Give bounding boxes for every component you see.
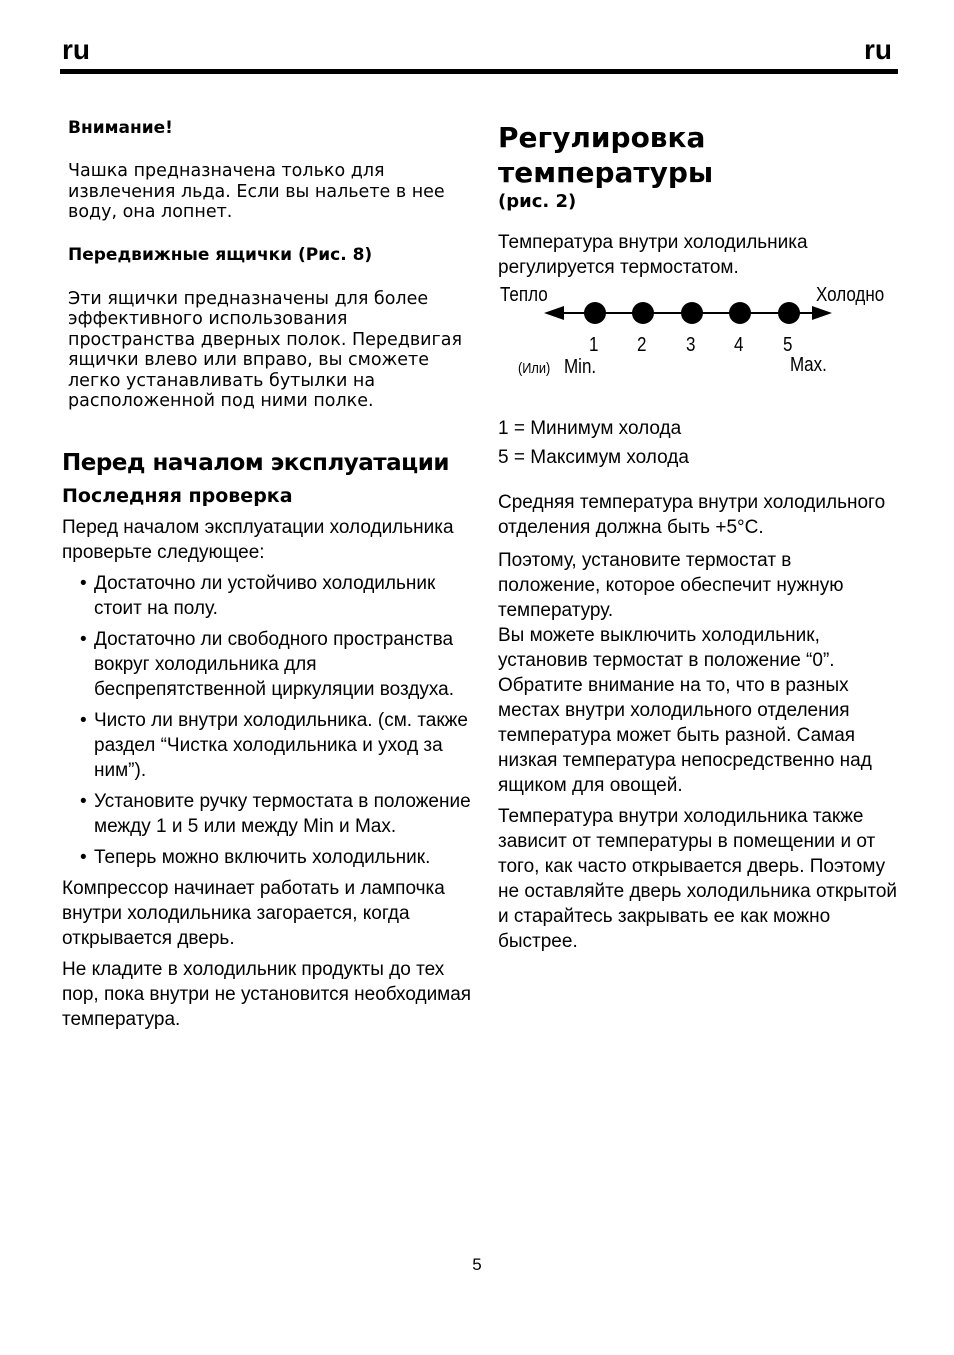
food-paragraph: Не кладите в холодильник продукты до тех пор, пока внутри не установится необходимая температура. — [62, 958, 472, 1030]
position-label-5: 5 — [783, 334, 793, 356]
position-dot-1 — [584, 302, 606, 324]
or-label: (Или) — [518, 360, 551, 377]
section-title: Перед началом эксплуатации — [62, 449, 449, 476]
bullet-icon: • — [80, 709, 87, 731]
drawers-text: Эти ящички предназначены для более эффективного использования пространства дверных полок. Передвигая ящички влево или вправо, вы сможете легко устанавливать бутылки на расположенной под ними полке. — [68, 288, 462, 411]
legend-max: 5 = Максимум холода — [498, 447, 689, 468]
min-label: Min. — [564, 356, 597, 378]
cold-label: Холодно — [816, 284, 885, 306]
bullet-icon: • — [80, 628, 87, 650]
set-thermostat-paragraph: Поэтому, установите термостат в положение, которое обеспечит нужную температуру. — [498, 550, 844, 621]
temperature-title-line1: Регулировка — [498, 121, 706, 154]
checklist-item: • Чисто ли внутри холодильника. (см. также раздел “Чистка холодильника и уход за ним”). — [80, 709, 468, 781]
bullet-icon: • — [80, 790, 87, 812]
position-dot-4 — [729, 302, 751, 324]
position-dot-3 — [681, 302, 703, 324]
bullet-icon: • — [80, 572, 87, 594]
temperature-title-line2: температуры — [498, 156, 714, 189]
thermostat-intro: Температура внутри холодильника регулируется термостатом. — [498, 232, 808, 278]
legend-min: 1 = Минимум холода — [498, 418, 682, 439]
compressor-paragraph: Компрессор начинает работать и лампочка внутри холодильника загорается, когда открывается дверь. — [62, 877, 445, 949]
attention-title: Внимание! — [68, 118, 173, 138]
thermostat-diagram — [498, 284, 898, 414]
average-temp-paragraph: Средняя температура внутри холодильного отделения должна быть +5°C. — [498, 492, 886, 538]
attention-text: Чашка предназначена только для извлечения льда. Если вы нальете в нее воду, она лопнет. — [68, 161, 445, 222]
header-rule — [60, 69, 898, 74]
checklist-item: • Достаточно ли устойчиво холодильник стоит на полу. — [80, 572, 436, 619]
checklist-item: • Достаточно ли свободного пространства вокруг холодильника для беспрепятственной циркуляции воздуха. — [80, 628, 454, 700]
arrow-left-icon — [544, 306, 564, 320]
position-label-1: 1 — [589, 334, 599, 356]
position-dot-2 — [632, 302, 654, 324]
page-number: 5 — [472, 1255, 482, 1274]
warm-label: Тепло — [500, 284, 548, 306]
checklist-item: • Установите ручку термостата в положение между 1 и 5 или между Min и Max. — [80, 790, 471, 837]
room-temp-paragraph: Температура внутри холодильника также зависит от температуры в помещении и от того, как часто открывается дверь. Поэтому не оставляйте дверь холодильника открытой и старайтесь закрывать ее как можно быстрее. — [498, 806, 898, 952]
drawers-title: Передвижные ящички (Рис. 8) — [68, 244, 373, 265]
position-dot-5 — [778, 302, 800, 324]
checklist-item: • Теперь можно включить холодильник. — [80, 846, 431, 868]
figure-reference: (рис. 2) — [498, 191, 577, 212]
legend — [498, 414, 898, 472]
left-column — [62, 118, 472, 1032]
language-label-right: ru — [864, 34, 892, 65]
position-label-2: 2 — [637, 334, 647, 356]
subsection-title: Последняя проверка — [62, 484, 293, 507]
arrow-right-icon — [812, 306, 832, 320]
position-label-3: 3 — [686, 334, 696, 356]
thermostat-scale-graphic — [498, 284, 898, 414]
position-label-4: 4 — [734, 334, 744, 356]
checklist — [62, 571, 472, 870]
checklist-intro: Перед началом эксплуатации холодильника проверьте следующее: — [62, 516, 454, 563]
right-column — [498, 120, 898, 954]
max-label: Max. — [790, 354, 827, 376]
language-label-left: ru — [62, 34, 90, 65]
switch-off-paragraph: Вы можете выключить холодильник, установив термостат в положение “0”. Обратите внимание на то, что в разных местах внутри холодильного отделения температура может быть разной. Самая низкая температура непосредственно над ящиком для овощей. — [498, 625, 872, 796]
bullet-icon: • — [80, 846, 87, 868]
